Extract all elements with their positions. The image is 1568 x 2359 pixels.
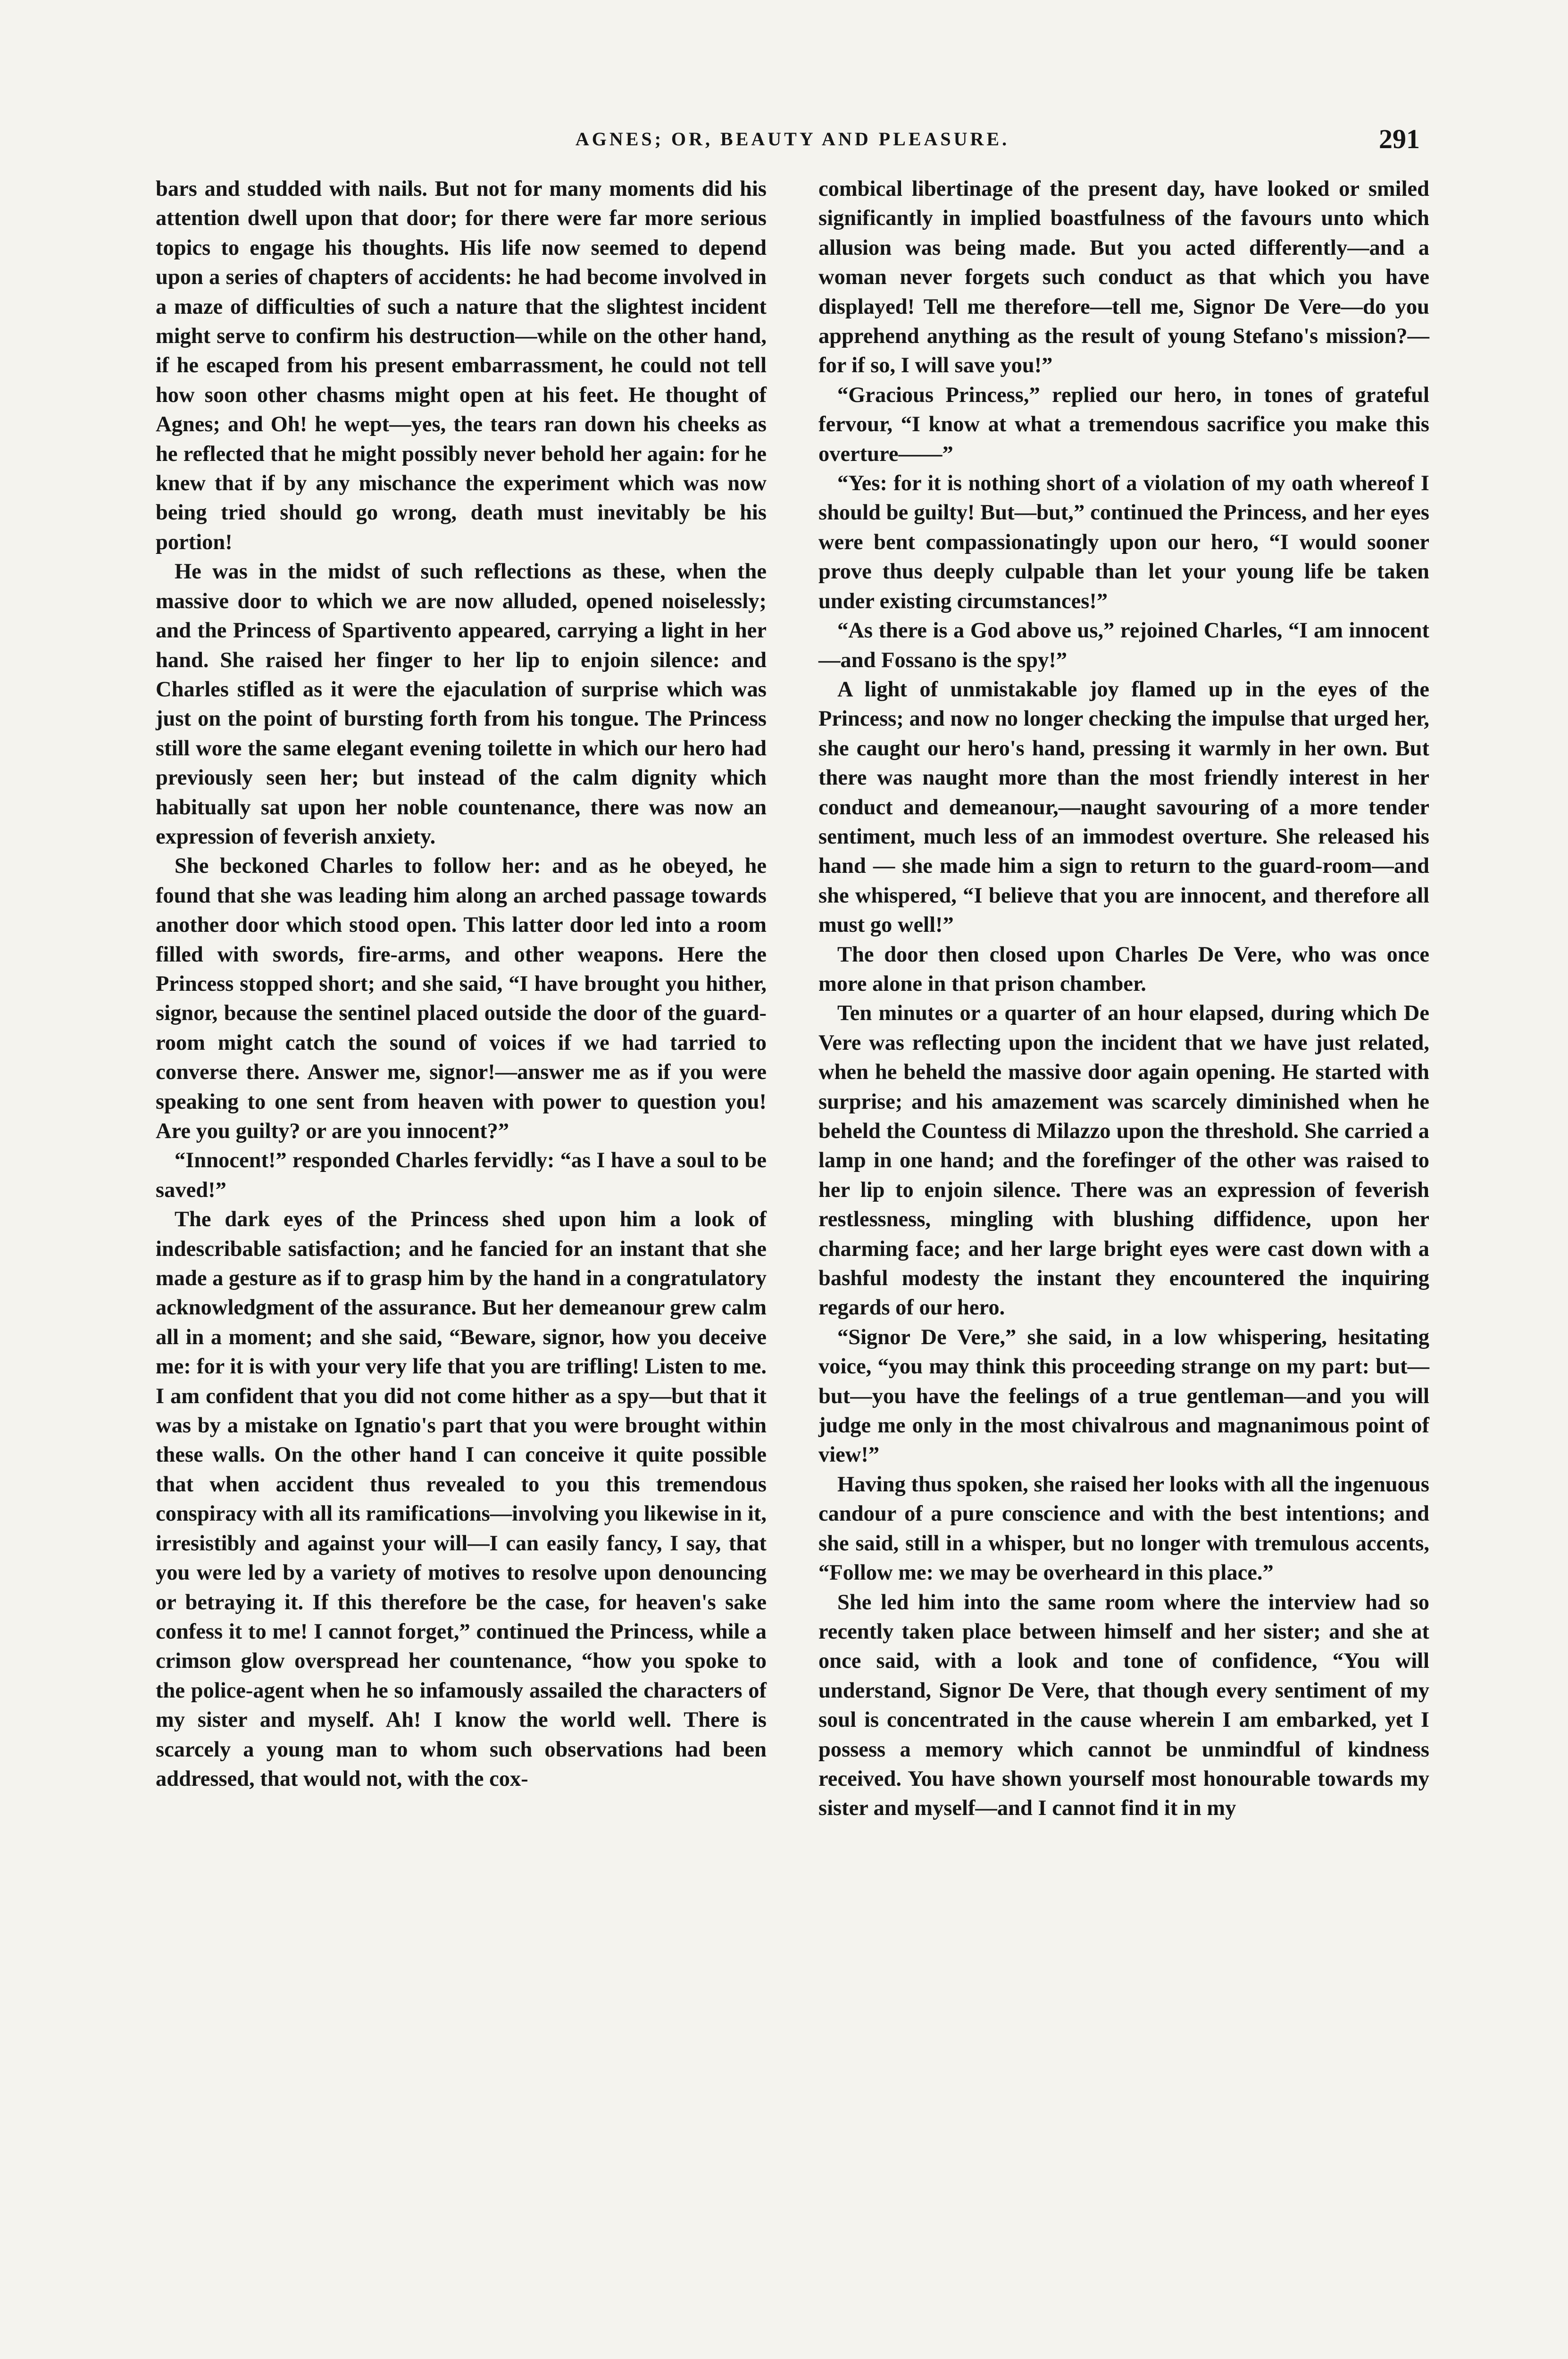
paragraph: A light of unmistakable joy flamed up in the eyes of the Princess; and now no longer checking the impulse that urged her, she caught our hero's hand, pressing it warmly in her own. But there was naught more than the most friendly interest in her conduct and demeanour,—naught savouring of a more tender sentiment, much less of an immodest overture. She released his hand — she made him a sign to return to the guard-room—and she whispered, “I believe that you are innocent, and therefore all must go well!”	[818, 677, 1429, 937]
paragraph: Having thus spoken, she raised her looks with all the ingenuous candour of a pure conscience and with the best intentions; and she said, still in a whisper, but no longer with tremulous accents, “Follow me: we may be overheard in this place.”	[818, 1472, 1429, 1585]
paragraph: “Signor De Vere,” she said, in a low whispering, hesitating voice, “you may think this proceeding strange on my part: but—but—you have the feelings of a true gentleman—and you will judge me only in the most chivalrous and magnanimous point of view!”	[818, 1325, 1429, 1467]
text-columns	[156, 175, 1429, 1824]
page-number: 291	[1379, 124, 1420, 154]
paragraph: bars and studded with nails. But not for many moments did his attention dwell upon that door; for there were far more serious topics to engage his thoughts. His life now seemed to depend upon a series of chapters of accidents: he had become involved in a maze of difficulties of such a nature that the slightest incident might serve to confirm his destruction—while on the other hand, if he escaped from his present embarrassment, he could not tell how soon other chasms might open at his feet. He thought of Agnes; and Oh! he wept—yes, the tears ran down his cheeks as he reflected that he might possibly never behold her again: for he knew that if by any mischance the experiment which was now being tried should go wrong, death must inevitably be his portion!	[156, 177, 767, 554]
paragraph: She led him into the same room where the interview had so recently taken place between himself and her sister; and she at once said, with a look and tone of confidence, “You will understand, Signor De Vere, that though every sentiment of my soul is concentrated in the cause wherein I am embarked, yet I possess a memory which cannot be unmindful of kindness received. You have shown yourself most honourable towards my sister and myself—and I cannot find it in my	[818, 1590, 1429, 1821]
page-header	[156, 113, 1429, 165]
paragraph: Ten minutes or a quarter of an hour elapsed, during which De Vere was reflecting upon the incident that we have just related, when he beheld the massive door again opening. He started with surprise; and his amazement was scarcely diminished when he beheld the Countess di Milazzo upon the threshold. She carried a lamp in one hand; and the forefinger of the other was raised to her lip to enjoin silence. There was an expression of feverish restlessness, mingling with blushing diffidence, upon her charming face; and her large bright eyes were cast down with a bashful modesty the instant they encountered the inquiring regards of our hero.	[818, 1001, 1429, 1320]
paragraph: He was in the midst of such reflections as these, when the massive door to which we are now alluded, opened noiselessly; and the Princess of Spartivento appeared, carrying a light in her hand. She raised her finger to her lip to enjoin silence: and Charles stifled as it were the ejaculation of surprise which was just on the point of bursting forth from his tongue. The Princess still wore the same elegant evening toilette in which our hero had previously seen her; but instead of the calm dignity which habitually sat upon her noble countenance, there was now an expression of feverish anxiety.	[156, 560, 767, 849]
right-column	[818, 175, 1429, 1824]
paragraph: combical libertinage of the present day, have looked or smiled significantly in implied boastfulness of the favours unto which allusion was being made. But you acted differently—and a woman never forgets such conduct as that which you have displayed! Tell me therefore—tell me, Signor De Vere—do you apprehend anything as the result of young Stefano's mission?—for if so, I will save you!”	[818, 177, 1429, 378]
running-title: AGNES; OR, BEAUTY AND PLEASURE.	[575, 128, 1010, 150]
left-column	[156, 175, 767, 1824]
paragraph: “Innocent!” responded Charles fervidly: “as I have a soul to be saved!”	[156, 1148, 767, 1202]
paragraph: “Yes: for it is nothing short of a violation of my oath whereof I should be guilty! But—but,” continued the Princess, and her eyes were bent compassionatingly upon our hero, “I would sooner prove thus deeply culpable than let your young life be taken under existing circumstances!”	[818, 471, 1429, 613]
paragraph: “Gracious Princess,” replied our hero, in tones of grateful fervour, “I know at what a tremendous sacrifice you make this overture——”	[818, 383, 1429, 466]
paragraph: “As there is a God above us,” rejoined Charles, “I am innocent—and Fossano is the spy!”	[818, 619, 1429, 672]
paragraph: The dark eyes of the Princess shed upon him a look of indescribable satisfaction; and he fancied for an instant that she made a gesture as if to grasp him by the hand in a congratulatory acknowledgment of the assurance. But her demeanour grew calm all in a moment; and she said, “Beware, signor, how you deceive me: for it is with your very life that you are trifling! Listen to me. I am confident that you did not come hither as a spy—but that it was by a mistake on Ignatio's part that you were brought within these walls. On the other hand I can conceive it quite possible that when accident thus revealed to you this tremendous conspiracy with all its ramifications—involving you likewise in it, irresistibly and against your will—I can easily fancy, I say, that you were led by a variety of motives to resolve upon denouncing or betraying it. If this therefore be the case, for heaven's sake confess it to me! I cannot forget,” continued the Princess, while a crimson glow overspread her countenance, “how you spoke to the police-agent when he so infamously assailed the characters of my sister and myself. Ah! I know the world well. There is scarcely a young man to whom such observations had been addressed, that would not, with the cox-	[156, 1207, 767, 1791]
paragraph: The door then closed upon Charles De Vere, who was once more alone in that prison chamber.	[818, 942, 1429, 996]
paragraph: She beckoned Charles to follow her: and as he obeyed, he found that she was leading him along an arched passage towards another door which stood open. This latter door led into a room filled with swords, fire-arms, and other weapons. Here the Princess stopped short; and she said, “I have brought you hither, signor, because the sentinel placed outside the door of the guard-room might catch the sound of voices if we had tarried to converse there. Answer me, signor!—answer me as if you were speaking to one sent from heaven with power to question you! Are you guilty? or are you innocent?”	[156, 854, 767, 1143]
page	[156, 113, 1429, 2359]
